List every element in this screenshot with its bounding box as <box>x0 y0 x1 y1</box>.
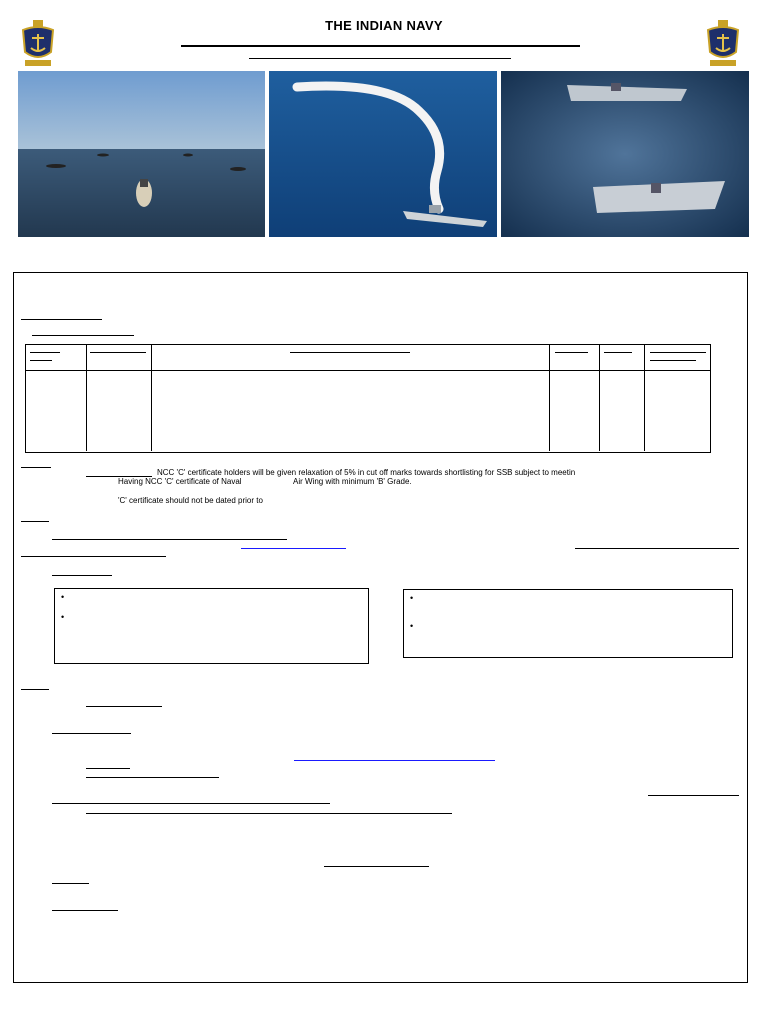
note-line-1: NCC 'C' certificate holders will be given relaxation of 5% in cut off marks towards shortlisting for SSB subject to meetin <box>157 468 576 477</box>
bullet-left-2: • <box>61 612 65 622</box>
subtitle-underline <box>249 58 511 59</box>
table-col-divider <box>644 344 645 451</box>
table-header-rule <box>650 352 706 353</box>
missile-launch-photo <box>269 71 497 237</box>
section-text-rule <box>86 813 452 814</box>
aircraft-carriers-photo <box>501 71 749 237</box>
bullet-box-right <box>403 589 733 658</box>
table-col-divider <box>549 344 550 451</box>
subheading-rule <box>32 335 134 336</box>
section-text-rule <box>86 777 219 778</box>
section-heading-rule <box>21 521 49 522</box>
heading-rule <box>21 319 102 320</box>
table-header-divider <box>25 370 710 371</box>
table-header-rule <box>30 352 60 353</box>
sub-heading-rule <box>52 575 112 576</box>
bullet-right-2: • <box>410 621 414 631</box>
note-heading-rule <box>21 467 51 468</box>
note-line-3: 'C' certificate should not be dated prior to <box>118 496 263 505</box>
section-text-rule <box>86 706 162 707</box>
section-text-rule <box>52 539 287 540</box>
application-link[interactable] <box>294 760 495 761</box>
section-text-rule <box>648 795 739 796</box>
table-col-divider <box>86 344 87 451</box>
page-title: THE INDIAN NAVY <box>325 18 443 33</box>
navy-crest-right-icon <box>704 20 742 70</box>
table-header-rule <box>650 360 696 361</box>
table-col-divider <box>599 344 600 451</box>
website-link[interactable] <box>241 548 346 549</box>
note-line-2: Having NCC 'C' certificate of Naval <box>118 477 242 486</box>
bullet-box-left <box>54 588 369 664</box>
table-header-rule <box>30 360 52 361</box>
section-heading-rule <box>21 689 49 690</box>
table-header-rule <box>555 352 588 353</box>
table-header-rule <box>90 352 146 353</box>
section-text-rule <box>21 556 166 557</box>
section-text-rule <box>52 883 89 884</box>
note-line-2b: Air Wing with minimum 'B' Grade. <box>293 477 412 486</box>
navy-crest-left-icon <box>19 20 57 70</box>
section-text-rule <box>52 733 131 734</box>
section-text-rule <box>86 768 130 769</box>
table-col-divider <box>151 344 152 451</box>
table-header-rule <box>290 352 410 353</box>
section-text-rule <box>575 548 739 549</box>
title-underline <box>181 45 580 47</box>
bullet-right-1: • <box>410 593 414 603</box>
vacancy-table <box>25 344 711 453</box>
section-text-rule <box>52 910 118 911</box>
section-text-rule <box>324 866 429 867</box>
section-text-rule <box>52 803 330 804</box>
bullet-left-1: • <box>61 592 65 602</box>
submarines-photo <box>18 71 265 237</box>
table-header-rule <box>604 352 632 353</box>
